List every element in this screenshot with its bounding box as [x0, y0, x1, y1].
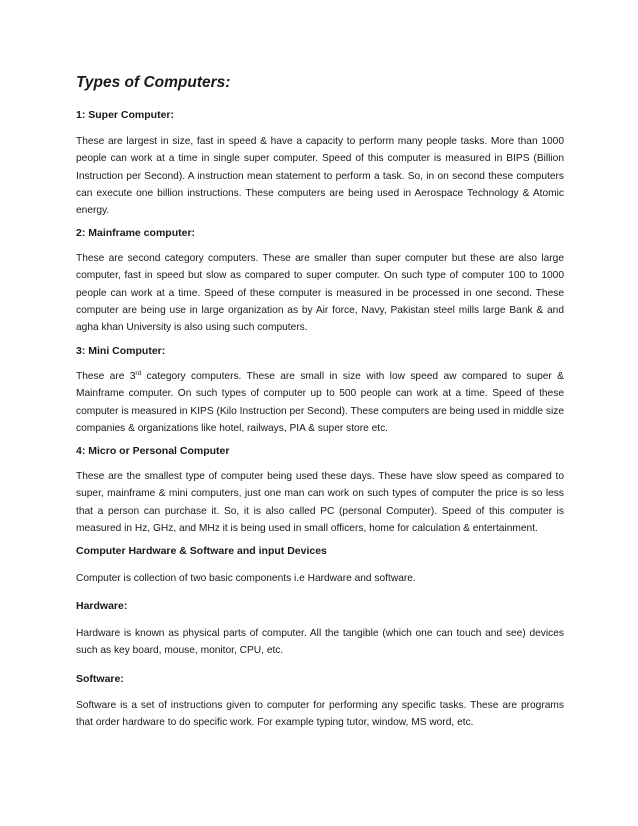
section-heading-super-computer: 1: Super Computer: [76, 109, 175, 121]
section-paragraph-hardware-software: Computer is collection of two basic components i.e Hardware and software. [76, 573, 416, 584]
section-paragraph-super-computer: These are largest in size, fast in speed & have a capacity to perform many people tasks. More than 1000 people can work at a time in single super computer. Speed of this computer is measured in BIPS (Billion Instruction per Second). A instruction mean statement to perform a task. So, in on second these computers can execute one billion instructions. These computers are being used in Aerospace Technology & Atomic energy. [76, 136, 564, 217]
section-paragraph-hardware: Hardware is known as physical parts of computer. All the tangible (which one can touch and see) devices such as key board, mouse, monitor, CPU, etc. [76, 628, 564, 657]
section-heading-mainframe-computer: 2: Mainframe computer: [76, 227, 196, 239]
section-heading-hardware-software: Computer Hardware & Software and input Devices [76, 545, 327, 557]
section-heading-hardware: Hardware: [76, 600, 128, 612]
section-heading-mini-computer: 3: Mini Computer: [76, 345, 166, 357]
section-paragraph-micro-computer: These are the smallest type of computer being used these days. These have slow speed as compared to super, mainframe & mini computers, just one man can work on such types of computer the price is so less that a person can purchase it. So, it is also called PC (personal Computer). Speed of this computer is measured in Hz, GHz, and MHz it is being used in small officers, home for calculation & entertainment. [76, 471, 564, 534]
paragraph-lead: These are 3 [76, 371, 136, 382]
section-heading-micro-computer: 4: Micro or Personal Computer [76, 445, 230, 457]
section-paragraph-software: Software is a set of instructions given to computer for performing any specific tasks. These are programs that order hardware to do specific work. For example typing tutor, window, MS word, etc. [76, 700, 564, 729]
document-title: Types of Computers: [76, 74, 231, 91]
section-paragraph-mainframe-computer: These are second category computers. These are smaller than super computer but these are also large computer, fast in speed but slow as compared to super computer. On such type of computer 100 to 1000 people can work at a time. Speed of these computer is measured in be processed in one second. These computer are being use in large organization as by Air force, Navy, Pakistan steel mills large Bank & and agha khan University is also using such computers. [76, 253, 564, 334]
paragraph-rest: category computers. These are small in size with low speed aw compared to super & Mainframe computer. On such types of computer up to 500 people can work at a time. Speed of these computer is measured in KIPS (Kilo Instruction per Second). These computers are being used in middle size companies & organizations like hotel, railways, PIA & super store etc. [76, 371, 564, 434]
section-heading-software: Software: [76, 673, 124, 685]
ordinal-superscript: rd [135, 370, 142, 377]
section-paragraph-mini-computer [76, 368, 564, 437]
